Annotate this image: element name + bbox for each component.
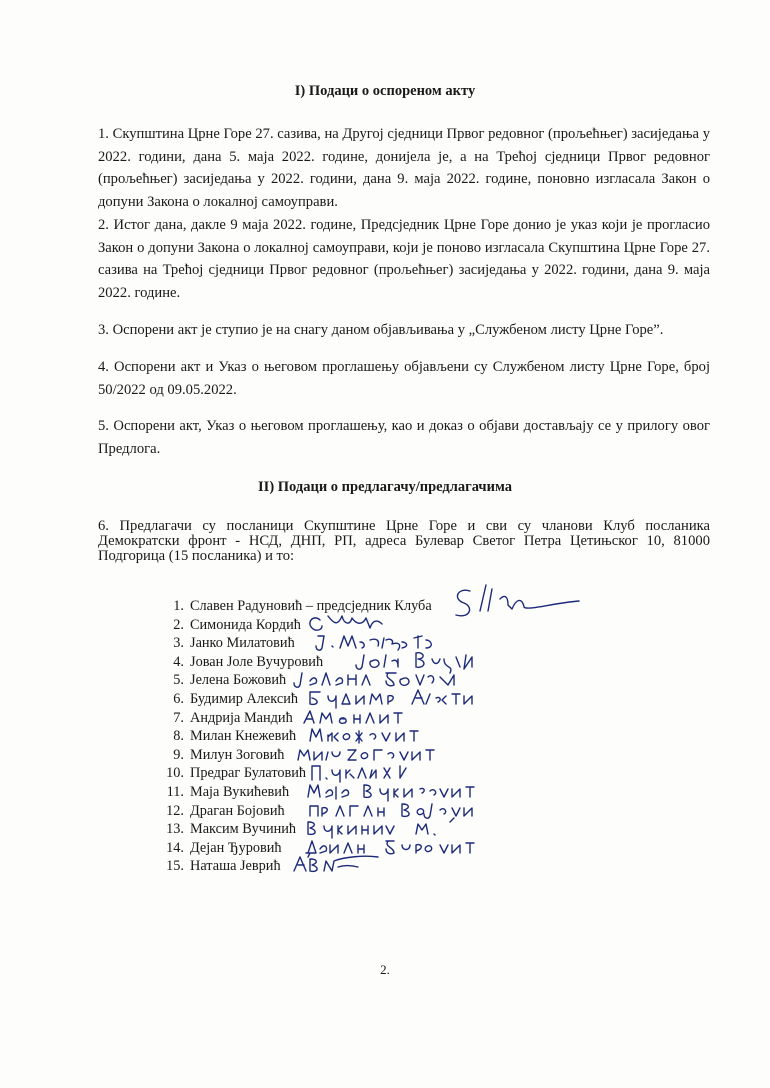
section2-title: II) Подаци о предлагачу/предлагачима	[258, 479, 512, 495]
signer-item	[160, 802, 432, 821]
signer-name: Јован Јоле Вучуровић	[190, 653, 324, 670]
signer-number: 1.	[173, 598, 184, 614]
signers-list	[160, 597, 432, 876]
paragraph-5: 5. Оспорени акт, Указ о његовом проглашењу, као и доказ о објави достављају се у прилогу овог Предлога.	[98, 418, 710, 457]
signer-number: 11.	[166, 783, 184, 800]
page-number: 2.	[380, 962, 390, 977]
signer-number: 14.	[166, 839, 184, 856]
signer-name: Јанко Милатовић	[190, 635, 295, 652]
signer-name: Будимир Алексић	[190, 690, 298, 707]
paragraph-2: 2. Истог дана, дакле 9 маја 2022. године, Предсједник Црне Горе донио је указ који је прогласио Закон о допуни Закона о локалној самоуправи, који је поново изгласала Скупштина Црне Горе 27. сазива на Трећој сједници Првог редовног (прољећњег) засиједања у 2022. години, дана 9. маја 2022. године.	[98, 217, 710, 301]
paragraph-1: 1. Скупштина Црне Горе 27. сазива, на Другој сједници Првог редовног (прољећњег) засиједања у 2022. години, дана 5. маја 2022. године, донијела је, а на Трећој сједници Првог редовног (прољећњег) засиједања у 2022. години, дана 9. маја 2022. године, поновно изгласала Закон о допуни Закона о локалној самоуправи.	[98, 126, 710, 210]
signer-name: Андрија Мандић	[190, 709, 293, 726]
signer-item	[160, 709, 432, 728]
signer-number: 8.	[173, 728, 184, 745]
signer-number: 4.	[173, 653, 184, 670]
signer-name: Дејан Ђуровић	[190, 839, 282, 856]
signer-name: Максим Вучинић	[190, 821, 297, 838]
signer-name: Драган Бојовић	[190, 802, 285, 819]
signer-number: 5.	[173, 672, 184, 689]
signer-number: 15.	[166, 858, 184, 875]
signer-name: Милан Кнежевић	[190, 728, 297, 745]
signer-name: Наташа Јеврић	[190, 858, 281, 875]
signer-number: 13.	[166, 821, 184, 838]
signer-number: 9.	[173, 746, 184, 763]
signer-item	[160, 727, 432, 746]
signer-name: Предраг Булатовић	[190, 765, 307, 782]
signer-name: Славен Радуновић – предсједник Клуба	[190, 598, 432, 614]
signer-item	[160, 764, 432, 783]
signer-name: Јелена Божовић	[190, 672, 287, 689]
signer-item	[160, 597, 432, 616]
paragraph-4: 4. Оспорени акт и Указ о његовом проглашењу објављени су Службеном листу Црне Горе, број 50/2022 од 09.05.2022.	[98, 359, 710, 398]
signer-name: Милун Зоговић	[190, 746, 285, 763]
signer-item	[160, 616, 432, 635]
signer-name: Симонида Кордић	[190, 616, 301, 633]
signer-item	[160, 857, 432, 876]
signer-number: 10.	[166, 765, 184, 782]
signer-item	[160, 690, 432, 709]
signer-item	[160, 671, 432, 690]
signer-number: 7.	[173, 709, 184, 726]
signer-item	[160, 653, 432, 672]
paragraph-6: 6. Предлагачи су посланици Скупштине Црне Горе и сви су чланови Клуб посланика Демократски фронт - НСД, ДНП, РП, адреса Булевар Светог Петра Цетињског 10, 81000 Подгорица (15 посланика) и то:	[98, 518, 710, 564]
signer-item	[160, 746, 432, 765]
section1-title: I) Подаци о оспореном акту	[294, 83, 476, 99]
signer-number: 12.	[166, 802, 184, 819]
signer-item	[160, 634, 432, 653]
signer-number: 2.	[173, 616, 184, 633]
signer-item	[160, 839, 432, 858]
signer-item	[160, 783, 432, 802]
signer-name: Маја Вукићевић	[190, 783, 290, 800]
signer-item	[160, 820, 432, 839]
signer-number: 3.	[173, 635, 184, 652]
signer-number: 6.	[173, 690, 184, 707]
paragraph-3: 3. Оспорени акт је ступио је на снагу даном објављивања у „Службеном листу Црне Горе”.	[98, 322, 664, 338]
